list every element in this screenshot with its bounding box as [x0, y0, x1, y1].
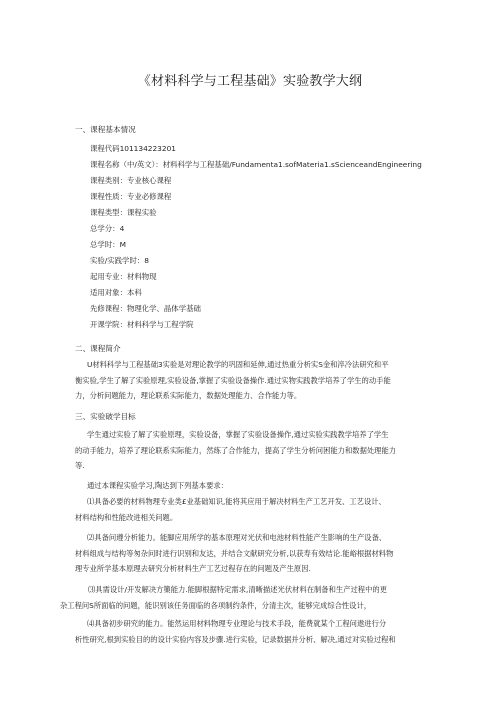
- info-line-lab-hours: 实验/实践学时：8: [90, 256, 149, 265]
- info-line-college: 开课学院：材料科学与工程学院: [90, 320, 194, 329]
- req2-line-3: 理专业所学基本原理去研究分析材料生产工艺过程存在的问题及产生原因.: [75, 564, 311, 573]
- info-line-course-code: 课程代码101134223201: [90, 144, 176, 153]
- info-line-total-credits: 总学分：4: [90, 224, 125, 233]
- info-line-course-type: 课程类型：课程实验: [90, 208, 157, 217]
- req2-line-2: 材料组成与结构等匆杂问时进行识别和友达，并结合文献研究分析,以获寿有效结论.能峪根据材料物: [75, 548, 394, 558]
- section-heading-basic-info: 一、课程基本情况: [75, 125, 136, 134]
- req4-line-2: 析性研究,根到实验目的的设计实验内容及步骤.进行实验，记录数据并分析、解决,通过对实验过程和: [75, 634, 396, 644]
- objectives-paragraph-2: 通过本课程实验学习,陶达到下列基本要求：: [87, 481, 228, 490]
- info-line-course-category: 课程类别：专业核心课程: [90, 176, 172, 185]
- info-line-total-hours: 总学时：M: [90, 240, 126, 249]
- req1-line-1: ⑴具备必要的材料物理专业类£业基础知识,能将其应用于解决材料生产工艺开发、工艺设计、: [87, 497, 386, 506]
- requirement-1: [75, 494, 425, 525]
- info-line-prerequisites: 先修课程：物理化学、晶体学基础: [90, 304, 201, 313]
- requirement-4: [75, 616, 435, 647]
- objectives-p1-line-2: 的动手能力，培养了理论联系实际能力，然练了合作能力，提高了学生分析问困能力和数据处理能力: [75, 445, 397, 455]
- info-line-major: 起用专业：材料物现: [90, 272, 157, 281]
- info-line-course-nature: 课程性质：专业必修课程: [90, 192, 172, 201]
- requirement-2: [75, 530, 425, 577]
- req3-line-1: ⑶具需设计/开发解决方篥能力.能脚根据特定需求,清晰描述光伏材料在制备和生产过程中的更: [88, 585, 387, 594]
- section-heading-intro: 二、课程简介: [75, 344, 121, 353]
- section-heading-objectives: 三、实验破学目标: [75, 412, 136, 421]
- req1-line-2: 材料结构和性能改进相关问题。: [75, 512, 178, 522]
- objectives-paragraph-1: [75, 427, 425, 474]
- info-line-audience: 适用对象：本科: [90, 288, 142, 297]
- intro-line-2: 衡实验,学生了解了实验原理,实验设备,掌握了实验设备操作.通过实物实践教学培养了学生的动手能: [75, 375, 391, 385]
- intro-line-1: U材料科学与工程基础3实验是对理论教学的巩固和延伸,通过热重分析实S金和淬冷法研究和平: [87, 360, 389, 369]
- requirement-3: [60, 582, 440, 613]
- req2-line-1: ⑵具备问遵分析能力。能脚应用所学的基本原理对光伏和电池材料性能产生影响的生产设备、: [87, 533, 387, 542]
- info-line-course-name: 课程名称（中/英文）：材料科学与工程基础/Fundamenta1.sofMateria1.sScienceandEngineering: [90, 160, 422, 169]
- intro-line-3: 力，分析问题能力，理论联系实际能力，数据处理能力、合作能力等。: [75, 391, 302, 400]
- req4-line-1: ⑷具备初步研究的能力。能然运用材料物理专业理论与技术手段，能费就某个工程问遨进行分: [87, 619, 387, 628]
- document-title: 《材料科学与工程基础》实验教学大纲: [137, 74, 363, 89]
- req3-line-2: 杂工程问S所面临的问题，能识别该任务面临的各项制约条件，分清主次，能够完成综合性设计，: [60, 600, 372, 610]
- objectives-p1-line-1: 学生通过实验了解了实验原理，实验设备，掌握了实验设备操作,通过实验实践教学培养了学生: [87, 430, 389, 439]
- objectives-p1-line-3: 等.: [75, 461, 85, 470]
- intro-paragraph: [75, 357, 425, 404]
